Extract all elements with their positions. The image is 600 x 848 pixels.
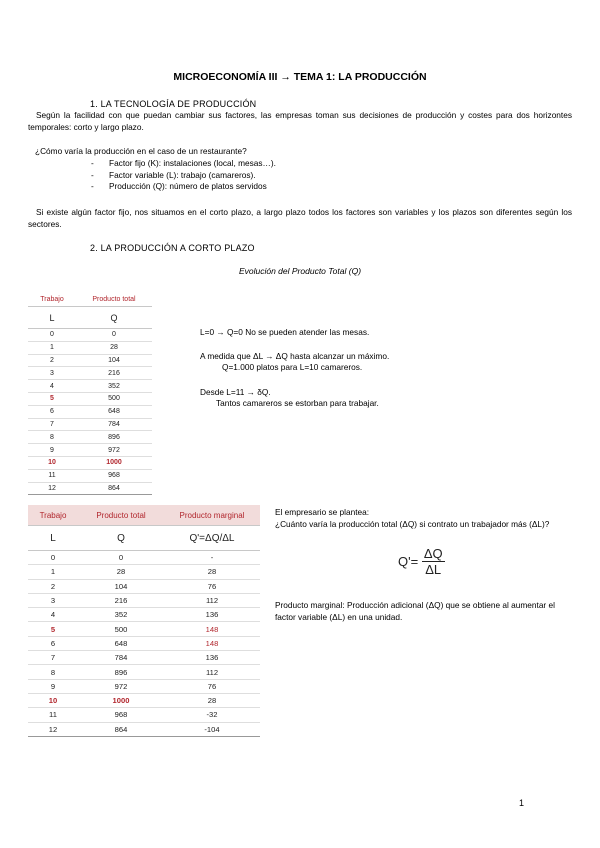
table-cell: 8 — [28, 665, 78, 679]
table-cell: 6 — [28, 405, 76, 418]
table-cell: 1000 — [78, 693, 164, 707]
table-cell: 28 — [164, 565, 260, 579]
table-cell: 0 — [28, 551, 78, 565]
table-cell: 7 — [28, 651, 78, 665]
table-cell: 352 — [76, 380, 152, 393]
marginal-product-table — [28, 505, 260, 737]
factor-list — [91, 158, 276, 193]
table-cell: 8 — [28, 431, 76, 444]
table-cell: 112 — [164, 665, 260, 679]
symbol-cell: L — [28, 307, 76, 329]
table-cell: 11 — [28, 469, 76, 482]
table-cell: 352 — [78, 608, 164, 622]
note-line: Q=1.000 platos para L=10 camareros. — [222, 362, 363, 372]
table-row — [28, 565, 260, 579]
table-cell: 6 — [28, 636, 78, 650]
table-row — [28, 329, 152, 342]
table-row — [28, 693, 260, 707]
table-cell: 896 — [78, 665, 164, 679]
table-cell: 10 — [28, 456, 76, 469]
table-row — [28, 722, 260, 736]
table-row — [28, 431, 152, 444]
note-line: Tantos camareros se estorban para trabajar. — [216, 398, 379, 408]
table-row — [28, 418, 152, 431]
table-row — [28, 679, 260, 693]
table-row — [28, 665, 260, 679]
table-row — [28, 482, 152, 495]
table-cell: 5 — [28, 392, 76, 405]
table-cell: 1000 — [76, 456, 152, 469]
note-line: L=0 → Q=0 No se pueden atender las mesas. — [200, 327, 370, 337]
table-cell: 10 — [28, 693, 78, 707]
symbol-cell: Q'=ΔQ/ΔL — [164, 526, 260, 551]
table-cell: 9 — [28, 679, 78, 693]
symbol-cell: Q — [76, 307, 152, 329]
marginal-product-formula — [398, 546, 445, 577]
table-cell: 0 — [28, 329, 76, 342]
table-row — [28, 708, 260, 722]
list-item: - Factor fijo (K): instalaciones (local, mesas…). — [91, 158, 276, 170]
note-line: A medida que ΔL → ΔQ hasta alcanzar un máximo. — [200, 351, 390, 361]
section-1-question: ¿Cómo varía la producción en el caso de un restaurante? — [35, 146, 247, 156]
table-cell: 9 — [28, 444, 76, 457]
column-header: Producto total — [76, 292, 152, 307]
table-cell: 136 — [164, 608, 260, 622]
table-cell: 11 — [28, 708, 78, 722]
table-row — [28, 579, 260, 593]
table-cell: 216 — [76, 367, 152, 380]
formula-lhs: Q'= — [398, 554, 419, 569]
formula-denominator: ΔL — [425, 562, 442, 577]
document-title: MICROECONOMÍA III → TEMA 1: LA PRODUCCIÓN — [173, 71, 427, 83]
section-1-closing: Si existe algún factor fijo, nos situamos en el corto plazo, a largo plazo todos los factores son variables y los plazos son diferentes según los sectores. — [28, 207, 572, 229]
table-row — [28, 341, 152, 354]
table-cell: 4 — [28, 380, 76, 393]
table-row — [28, 456, 152, 469]
table-row — [28, 367, 152, 380]
section-1-paragraph: Según la facilidad con que puedan cambiar sus factores, las empresas toman sus decisiones de producción y costes para dos horizontes temporales: corto y largo plazo. — [28, 110, 572, 132]
table-cell: 12 — [28, 722, 78, 736]
table-cell: 968 — [76, 469, 152, 482]
table-row — [28, 405, 152, 418]
column-header: Producto marginal — [164, 505, 260, 526]
table-cell: 2 — [28, 354, 76, 367]
symbol-cell: L — [28, 526, 78, 551]
section-2-heading: 2. LA PRODUCCIÓN A CORTO PLAZO — [90, 243, 255, 253]
entrepreneur-question: ¿Cuánto varía la producción total (ΔQ) si contrato un trabajador más (ΔL)? — [275, 519, 550, 529]
table-row — [28, 636, 260, 650]
table-cell: 972 — [78, 679, 164, 693]
table-row — [28, 551, 260, 565]
table-cell: 5 — [28, 622, 78, 636]
table-cell: 136 — [164, 651, 260, 665]
table-cell: 0 — [76, 329, 152, 342]
table-cell: 148 — [164, 622, 260, 636]
chart-title: Evolución del Producto Total (Q) — [238, 266, 362, 276]
table-cell: 500 — [76, 392, 152, 405]
table-cell: -104 — [164, 722, 260, 736]
total-product-table — [28, 292, 152, 495]
table-row — [28, 380, 152, 393]
entrepreneur-note: El empresario se plantea: — [275, 507, 370, 517]
table-cell: 968 — [78, 708, 164, 722]
column-header: Producto total — [78, 505, 164, 526]
table-cell: 3 — [28, 367, 76, 380]
formula-numerator: ΔQ — [423, 546, 443, 561]
table-cell: 1 — [28, 565, 78, 579]
table-row — [28, 354, 152, 367]
formula-fraction — [422, 546, 445, 577]
table-cell: 784 — [76, 418, 152, 431]
table-cell: 4 — [28, 608, 78, 622]
table-cell: 76 — [164, 679, 260, 693]
table-cell: 1 — [28, 341, 76, 354]
table-row — [28, 469, 152, 482]
table-cell: 2 — [28, 579, 78, 593]
marginal-product-definition: Producto marginal: Producción adicional (ΔQ) que se obtiene al aumentar el factor variable (ΔL) en una unidad. — [275, 600, 555, 622]
table-cell: 0 — [78, 551, 164, 565]
table-row — [28, 608, 260, 622]
table-cell: 216 — [78, 593, 164, 607]
table-cell: 896 — [76, 431, 152, 444]
table-cell: 3 — [28, 593, 78, 607]
table-cell: - — [164, 551, 260, 565]
table-cell: 648 — [76, 405, 152, 418]
list-item: - Factor variable (L): trabajo (camareros). — [91, 170, 276, 182]
note-line: Desde L=11 → δQ. — [200, 387, 271, 397]
table-cell: 864 — [76, 482, 152, 495]
table-cell: 104 — [76, 354, 152, 367]
page-number: 1 — [519, 798, 525, 808]
table-cell: 76 — [164, 579, 260, 593]
table-cell: 28 — [78, 565, 164, 579]
table-row — [28, 651, 260, 665]
table-row — [28, 622, 260, 636]
table-row — [28, 593, 260, 607]
table-cell: 7 — [28, 418, 76, 431]
table-row — [28, 444, 152, 457]
table-cell: 28 — [76, 341, 152, 354]
table-cell: 648 — [78, 636, 164, 650]
table-cell: 784 — [78, 651, 164, 665]
table-cell: 104 — [78, 579, 164, 593]
section-1-heading: 1. LA TECNOLOGÍA DE PRODUCCIÓN — [90, 99, 257, 109]
list-item: - Producción (Q): número de platos servidos — [91, 181, 276, 193]
table-cell: 112 — [164, 593, 260, 607]
table-cell: 864 — [78, 722, 164, 736]
column-header: Trabajo — [28, 505, 78, 526]
table-cell: -32 — [164, 708, 260, 722]
table-cell: 500 — [78, 622, 164, 636]
table-row — [28, 392, 152, 405]
table-cell: 972 — [76, 444, 152, 457]
column-header: Trabajo — [28, 292, 76, 307]
table-cell: 148 — [164, 636, 260, 650]
symbol-cell: Q — [78, 526, 164, 551]
table-cell: 28 — [164, 693, 260, 707]
table-cell: 12 — [28, 482, 76, 495]
